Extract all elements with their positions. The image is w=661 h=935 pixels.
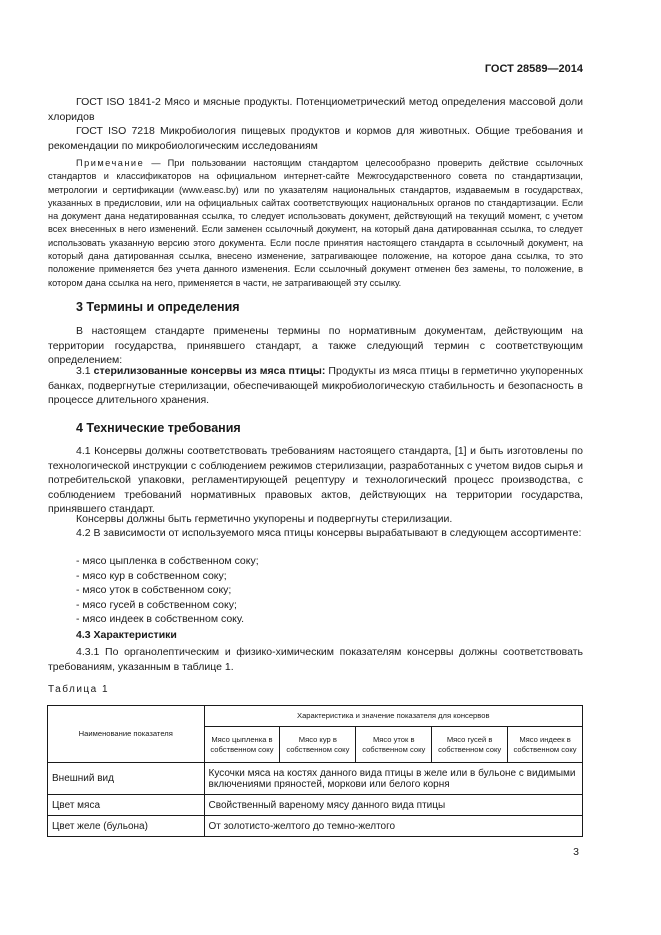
reference-item: ГОСТ ISO 1841-2 Мясо и мясные продукты. Потенциометрический метод определения массовой доли хлоридов: [48, 96, 583, 123]
document-header: ГОСТ 28589—2014: [484, 63, 583, 75]
row-value: Свойственный вареному мясу данного вида птицы: [204, 795, 582, 816]
table-caption: Таблица 1: [48, 684, 110, 695]
note-text: — При пользовании настоящим стандартом целесообразно проверить действие ссылочных стандартов и классификаторов на официальном интернет-сайте Межгосударственного совета по стандартизации, метрологии и сертификации (www.easc.by) или по указателям национальных стандартов, издаваемым в государствах, указанных в предисловии, или на официальных сайтах соответствующих национальных органов по стандартизации. Если на документ дана недатированная ссылка, то следует использовать документ, действующий на текущий момент, с учетом всех внесенных в него изменений. Если заменен ссылочный документ, на который дана датированная ссылка, то следует использовать указанную версию этого документа. Если после принятия настоящего стандарта в ссылочный документ, на который дана датированная ссылка, внесено изменение, затрагивающее положение, на которое дана ссылка, то это положение применяется без учета данного изменения. Если ссылочный документ отменен без замены, то положение, в котором дана ссылка на него, применяется в части, не затрагивающей эту ссылку.: [48, 158, 583, 288]
term-number: 3.1: [76, 365, 94, 377]
section-4-heading: 4 Технические требования: [76, 421, 241, 435]
page-number: 3: [573, 846, 579, 858]
characteristics-table: [47, 705, 583, 837]
row-value: От золотисто-желтого до темно-желтого: [204, 816, 582, 837]
row-value: Кусочки мяса на костях данного вида птицы в желе или в бульоне с видимыми включениями пряностей, моркови или белого корня: [204, 763, 582, 795]
column-header: Мясо индеек в собственном соку: [508, 727, 583, 763]
section-3-heading: 3 Термины и определения: [76, 300, 240, 314]
subsection-4-3-heading: 4.3 Характеристики: [76, 629, 177, 641]
list-item: - мясо уток в собственном соку;: [76, 584, 232, 596]
column-header: Мясо гусей в собственном соку: [432, 727, 508, 763]
row-name: Цвет мяса: [48, 795, 205, 816]
paragraph-4-1: 4.1 Консервы должны соответствовать требованиям настоящего стандарта, [1] и быть изготовлены по технологической инструкции с соблюдением режимов стерилизации, разработанных с учетом видов сырья и потребительской упаковки, регламентирующей рецептуру и технологический процесс производства, с соблюдением требований нормативных правовых актов, действующих на территории государства, принявшего стандарт.: [48, 445, 583, 515]
table-row: [48, 816, 583, 837]
term-definition: [48, 364, 583, 408]
table-row: [48, 795, 583, 816]
column-header: Мясо уток в собственном соку: [356, 727, 432, 763]
paragraph-4-2: 4.2 В зависимости от используемого мяса птицы консервы вырабатывают в следующем ассортименте:: [76, 527, 582, 539]
list-item: - мясо индеек в собственном соку.: [76, 613, 244, 625]
paragraph-4-1-b: Консервы должны быть герметично укупорены и подвергнуты стерилизации.: [76, 513, 453, 525]
note-label: Примечание: [76, 158, 145, 168]
list-item: - мясо кур в собственном соку;: [76, 569, 227, 582]
row-name: Внешний вид: [48, 763, 205, 795]
assortment-list: [76, 554, 259, 627]
row-name: Цвет желе (бульона): [48, 816, 205, 837]
section-3-intro: В настоящем стандарте применены термины по нормативным документам, действующим на территории государства, принявшего стандарт, а также следующий термин с соответствующим определением:: [48, 325, 583, 366]
table-row: [48, 763, 583, 795]
column-header-name: Наименование показателя: [48, 706, 205, 763]
term-text: Продукты из мяса птицы в герметично укупоренных банках, подвергнутые стерилизации, обеспечивающей микробиологическую стабильность и безопасность в процессе длительного хранения.: [48, 365, 584, 406]
reference-item: ГОСТ ISO 7218 Микробиология пищевых продуктов и кормов для животных. Общие требования и рекомендации по микробиологическим исследованиям: [48, 125, 583, 152]
term: стерилизованные консервы из мяса птицы:: [93, 365, 326, 377]
note: [48, 157, 583, 290]
list-item: - мясо цыпленка в собственном соку;: [76, 555, 259, 567]
column-header: Мясо цыпленка в собственном соку: [204, 727, 280, 763]
column-group-header: Характеристика и значение показателя для консервов: [204, 706, 582, 727]
paragraph-4-3-1: 4.3.1 По органолептическим и физико-химическим показателям консервы должны соответствовать требованиям, указанным в таблице 1.: [48, 646, 583, 673]
column-header: Мясо кур в собственном соку: [280, 727, 356, 763]
list-item: - мясо гусей в собственном соку;: [76, 598, 237, 611]
